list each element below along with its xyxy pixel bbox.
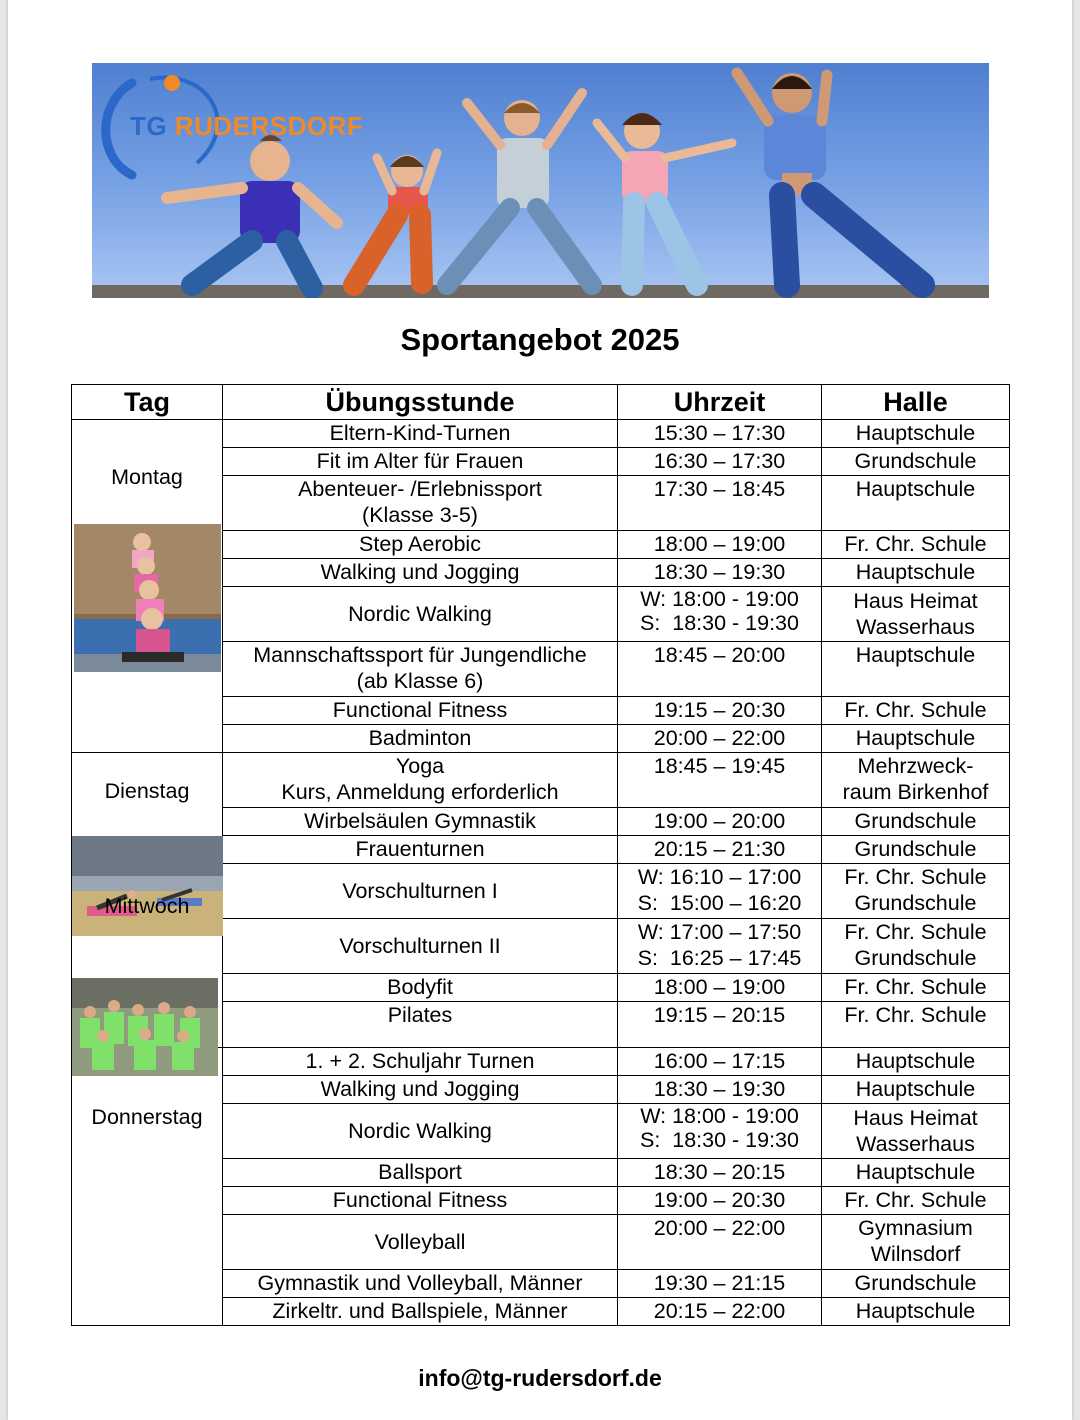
hall-cell bbox=[822, 1076, 1010, 1104]
time-line: S: 18:30 - 19:30 bbox=[640, 611, 799, 635]
kid-figure-2 bbox=[354, 153, 437, 285]
course-cell bbox=[223, 974, 618, 1002]
time-line: 19:15 – 20:30 bbox=[653, 698, 786, 722]
hall-line: Hauptschule bbox=[855, 726, 976, 750]
time-cell bbox=[618, 697, 822, 725]
table-header-row bbox=[72, 385, 1010, 420]
hall-cell bbox=[822, 919, 1010, 974]
column-header-uebungsstunde: Übungsstunde bbox=[223, 385, 618, 420]
course-line: Vorschulturnen I bbox=[342, 879, 498, 903]
time-cell bbox=[618, 753, 822, 808]
footer-email: info@tg-rudersdorf.de bbox=[418, 1365, 662, 1391]
hall-line: Haus Heimat bbox=[853, 589, 978, 613]
hall-cell bbox=[822, 697, 1010, 725]
day-label: Montag bbox=[111, 465, 183, 489]
course-cell bbox=[223, 531, 618, 559]
kid-figure-5 bbox=[737, 73, 922, 285]
document-page bbox=[8, 0, 1072, 1420]
time-cell bbox=[618, 642, 822, 697]
hall-cell bbox=[822, 753, 1010, 808]
time-line: 20:15 – 22:00 bbox=[653, 1299, 786, 1323]
time-cell bbox=[618, 1159, 822, 1187]
time-cell bbox=[618, 1002, 822, 1048]
hall-line: Grundschule bbox=[854, 837, 977, 861]
time-line: 18:30 – 20:15 bbox=[653, 1160, 786, 1184]
hall-cell bbox=[822, 420, 1010, 448]
course-cell bbox=[223, 587, 618, 642]
kid-figure-4 bbox=[597, 113, 732, 285]
time-line: 20:15 – 21:30 bbox=[653, 837, 786, 861]
time-cell bbox=[618, 1215, 822, 1270]
course-cell bbox=[223, 919, 618, 974]
course-line: Yoga bbox=[395, 754, 445, 778]
time-cell bbox=[618, 1298, 822, 1326]
time-line: W: 18:00 - 19:00 bbox=[640, 587, 799, 611]
hall-cell bbox=[822, 1159, 1010, 1187]
hall-line: Grundschule bbox=[854, 891, 977, 915]
course-cell bbox=[223, 836, 618, 864]
hall-cell bbox=[822, 1215, 1010, 1270]
hall-line: Fr. Chr. Schule bbox=[844, 532, 987, 556]
course-cell bbox=[223, 642, 618, 697]
course-line: Badminton bbox=[368, 726, 472, 750]
time-cell bbox=[618, 808, 822, 836]
time-cell bbox=[618, 919, 822, 974]
hall-cell bbox=[822, 808, 1010, 836]
time-cell bbox=[618, 448, 822, 476]
course-line: Zirkeltr. und Ballspiele, Männer bbox=[272, 1299, 568, 1323]
hall-cell bbox=[822, 559, 1010, 587]
table-row bbox=[72, 1048, 1010, 1076]
time-line: 20:00 – 22:00 bbox=[653, 726, 786, 750]
course-cell bbox=[223, 725, 618, 753]
course-line: Functional Fitness bbox=[332, 698, 508, 722]
kid-figure-1 bbox=[167, 135, 337, 288]
course-cell bbox=[223, 420, 618, 448]
time-cell bbox=[618, 725, 822, 753]
time-cell bbox=[618, 1104, 822, 1159]
time-line: 16:30 – 17:30 bbox=[653, 449, 786, 473]
time-cell bbox=[618, 1076, 822, 1104]
time-cell bbox=[618, 531, 822, 559]
course-line: Nordic Walking bbox=[348, 602, 492, 626]
logo-text bbox=[130, 111, 363, 142]
course-cell bbox=[223, 808, 618, 836]
course-cell bbox=[223, 476, 618, 531]
hall-cell bbox=[822, 1187, 1010, 1215]
course-cell bbox=[223, 1002, 618, 1048]
course-cell bbox=[223, 1187, 618, 1215]
schedule-table bbox=[71, 384, 1010, 1326]
time-cell bbox=[618, 420, 822, 448]
course-line: (Klasse 3-5) bbox=[362, 503, 478, 527]
course-cell bbox=[223, 559, 618, 587]
column-header-tag: Tag bbox=[72, 385, 223, 420]
kid-figure-3 bbox=[447, 93, 592, 285]
day-cell-mittwoch bbox=[72, 864, 223, 1048]
hall-cell bbox=[822, 1270, 1010, 1298]
course-line: Eltern-Kind-Turnen bbox=[329, 421, 511, 445]
hall-line: Grundschule bbox=[854, 1271, 977, 1295]
time-cell bbox=[618, 836, 822, 864]
course-cell bbox=[223, 1076, 618, 1104]
time-cell bbox=[618, 864, 822, 919]
course-line: 1. + 2. Schuljahr Turnen bbox=[305, 1049, 535, 1073]
course-line: Kurs, Anmeldung erforderlich bbox=[281, 780, 559, 804]
jumping-kids-illustration bbox=[92, 63, 989, 298]
time-line: 19:00 – 20:00 bbox=[653, 809, 786, 833]
time-line: W: 16:10 – 17:00 bbox=[637, 865, 802, 889]
course-line: Ballsport bbox=[378, 1160, 462, 1184]
table-row bbox=[72, 753, 1010, 808]
course-cell bbox=[223, 1270, 618, 1298]
time-line: 19:00 – 20:30 bbox=[653, 1188, 786, 1212]
time-line: 18:00 – 19:00 bbox=[653, 532, 786, 556]
column-header-halle: Halle bbox=[822, 385, 1010, 420]
hall-cell bbox=[822, 1002, 1010, 1048]
day-cell-donnerstag bbox=[72, 1048, 223, 1326]
time-line: 18:30 – 19:30 bbox=[653, 560, 786, 584]
hall-cell bbox=[822, 974, 1010, 1002]
course-line: Gymnastik und Volleyball, Männer bbox=[257, 1271, 583, 1295]
hall-cell bbox=[822, 1104, 1010, 1159]
hall-cell bbox=[822, 642, 1010, 697]
time-line: 19:30 – 21:15 bbox=[653, 1271, 786, 1295]
hall-line: Fr. Chr. Schule bbox=[844, 975, 987, 999]
hall-line: Hauptschule bbox=[855, 1160, 976, 1184]
course-cell bbox=[223, 864, 618, 919]
course-cell bbox=[223, 1159, 618, 1187]
course-line: Functional Fitness bbox=[332, 1188, 508, 1212]
hall-line: Fr. Chr. Schule bbox=[844, 1003, 987, 1027]
day-label: Donnerstag bbox=[91, 1105, 203, 1129]
hall-line: Wasserhaus bbox=[856, 615, 975, 639]
hall-line: Wilnsdorf bbox=[870, 1242, 961, 1266]
course-line: Walking und Jogging bbox=[320, 560, 520, 584]
time-cell bbox=[618, 587, 822, 642]
course-cell bbox=[223, 448, 618, 476]
course-line: Nordic Walking bbox=[348, 1119, 492, 1143]
time-cell bbox=[618, 476, 822, 531]
time-line: W: 17:00 – 17:50 bbox=[637, 920, 802, 944]
hall-line: Hauptschule bbox=[855, 1299, 976, 1323]
course-cell bbox=[223, 1215, 618, 1270]
header-banner bbox=[92, 63, 989, 298]
hall-line: Grundschule bbox=[854, 946, 977, 970]
time-line: 20:00 – 22:00 bbox=[653, 1216, 786, 1240]
table-row bbox=[72, 864, 1010, 919]
course-cell bbox=[223, 1048, 618, 1076]
hall-cell bbox=[822, 864, 1010, 919]
time-cell bbox=[618, 1048, 822, 1076]
hall-line: Fr. Chr. Schule bbox=[844, 698, 987, 722]
table-row bbox=[72, 420, 1010, 448]
column-header-uhrzeit: Uhrzeit bbox=[618, 385, 822, 420]
time-line: 19:15 – 20:15 bbox=[653, 1003, 786, 1027]
hall-cell bbox=[822, 531, 1010, 559]
hall-line: Hauptschule bbox=[855, 477, 976, 501]
course-cell bbox=[223, 1104, 618, 1159]
course-line: Bodyfit bbox=[387, 975, 453, 999]
course-line: Frauenturnen bbox=[355, 837, 485, 861]
hall-line: Fr. Chr. Schule bbox=[844, 920, 987, 944]
course-line: (ab Klasse 6) bbox=[356, 669, 484, 693]
time-line: 18:30 – 19:30 bbox=[653, 1077, 786, 1101]
course-line: Abenteuer- /Erlebnissport bbox=[298, 477, 542, 501]
hall-line: Grundschule bbox=[854, 449, 977, 473]
time-cell bbox=[618, 1270, 822, 1298]
hall-line: Wasserhaus bbox=[856, 1132, 975, 1156]
time-cell bbox=[618, 974, 822, 1002]
time-line: 16:00 – 17:15 bbox=[653, 1049, 786, 1073]
time-line: 18:45 – 20:00 bbox=[653, 643, 786, 667]
hall-line: Grundschule bbox=[854, 809, 977, 833]
gym-kids-photo bbox=[74, 524, 221, 672]
hall-line: Fr. Chr. Schule bbox=[844, 1188, 987, 1212]
course-cell bbox=[223, 1298, 618, 1326]
time-line: 15:30 – 17:30 bbox=[653, 421, 786, 445]
page-title: Sportangebot 2025 bbox=[400, 322, 680, 357]
day-label: Dienstag bbox=[104, 779, 190, 803]
hall-line: Haus Heimat bbox=[853, 1106, 978, 1130]
hall-cell bbox=[822, 587, 1010, 642]
time-line: S: 18:30 - 19:30 bbox=[640, 1128, 799, 1152]
logo-club-name: RUDERSDORF bbox=[174, 111, 364, 141]
course-line: Fit im Alter für Frauen bbox=[316, 449, 524, 473]
hall-cell bbox=[822, 476, 1010, 531]
time-line: 17:30 – 18:45 bbox=[653, 477, 786, 501]
course-line: Vorschulturnen II bbox=[339, 934, 501, 958]
hall-cell bbox=[822, 836, 1010, 864]
day-label: Mittwoch bbox=[104, 894, 190, 918]
hall-line: Fr. Chr. Schule bbox=[844, 865, 987, 889]
time-cell bbox=[618, 1187, 822, 1215]
course-line: Mannschaftssport für Jungendliche bbox=[253, 643, 587, 667]
hall-cell bbox=[822, 448, 1010, 476]
time-line: S: 16:25 – 17:45 bbox=[637, 946, 802, 970]
hall-line: Hauptschule bbox=[855, 421, 976, 445]
day-cell-montag bbox=[72, 420, 223, 753]
day-cell-dienstag bbox=[72, 753, 223, 864]
course-line: Walking und Jogging bbox=[320, 1077, 520, 1101]
time-line: 18:00 – 19:00 bbox=[653, 975, 786, 999]
course-line: Volleyball bbox=[374, 1230, 466, 1254]
time-line: W: 18:00 - 19:00 bbox=[640, 1104, 799, 1128]
hall-line: Hauptschule bbox=[855, 1077, 976, 1101]
course-line: Wirbelsäulen Gymnastik bbox=[304, 809, 536, 833]
time-line: 18:45 – 19:45 bbox=[653, 754, 786, 778]
logo-tg: TG bbox=[130, 111, 168, 141]
hall-line: Hauptschule bbox=[855, 1049, 976, 1073]
hall-line: Hauptschule bbox=[855, 560, 976, 584]
course-cell bbox=[223, 753, 618, 808]
hall-line: Mehrzweck- bbox=[857, 754, 974, 778]
hall-line: Gymnasium bbox=[858, 1216, 973, 1240]
hall-cell bbox=[822, 1298, 1010, 1326]
course-cell bbox=[223, 697, 618, 725]
course-line: Step Aerobic bbox=[359, 532, 481, 556]
time-line: S: 15:00 – 16:20 bbox=[637, 891, 802, 915]
hall-cell bbox=[822, 725, 1010, 753]
course-line: Pilates bbox=[387, 1003, 453, 1027]
hall-cell bbox=[822, 1048, 1010, 1076]
time-cell bbox=[618, 559, 822, 587]
hall-line: Hauptschule bbox=[855, 643, 976, 667]
hall-line: raum Birkenhof bbox=[842, 780, 989, 804]
